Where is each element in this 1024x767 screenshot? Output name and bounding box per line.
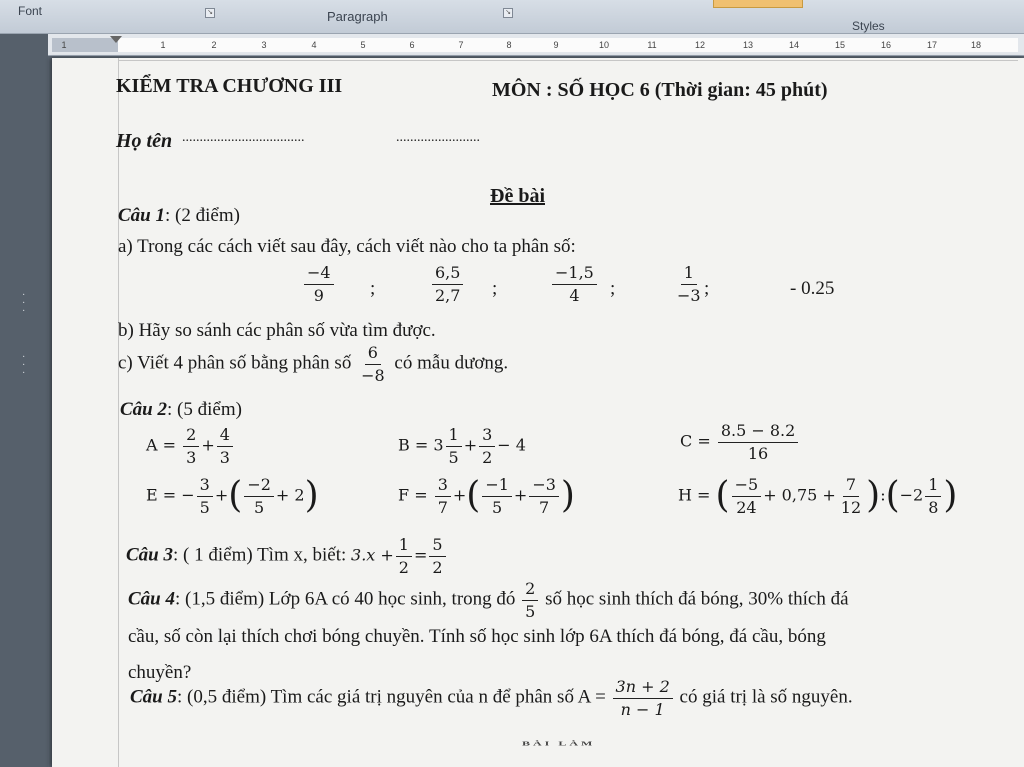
- ruler-tick: 17: [926, 40, 938, 50]
- name-dots: ...................................: [182, 130, 305, 145]
- q1-fraction-4: $\frac{1}{-3}$: [677, 263, 701, 305]
- ruler-tick: 15: [834, 40, 846, 50]
- ruler-tick: 5: [360, 40, 366, 50]
- ribbon: [0, 0, 1024, 34]
- ruler-tick: 10: [598, 40, 610, 50]
- q2-expression-c: C = $\frac{8.5 - 8.2}{16}$: [680, 422, 800, 462]
- ruler-tick: 7: [458, 40, 464, 50]
- indent-marker-icon[interactable]: [110, 36, 122, 43]
- style-swatch[interactable]: [713, 0, 803, 8]
- q3-line: Câu 3: ( 1 điểm) Tìm x, biết: 3.x + $\frac{1}{2}$ = $\frac{5}{2}$: [126, 536, 448, 576]
- ruler-tick: 9: [553, 40, 559, 50]
- q1-decimal: - 0.25: [790, 278, 835, 299]
- ruler-tick: 16: [880, 40, 892, 50]
- page-title: Đề bài: [490, 185, 545, 207]
- q4-line-3: chuyền?: [128, 662, 192, 683]
- ruler-tick: 1: [160, 40, 166, 50]
- q2-expression-h: H = ( $\frac{-5}{24}$ + 0,75 + $\frac{7}{12}$ ):(−2 $\frac{1}{8}$ ): [678, 475, 958, 517]
- ruler-tick: 4: [311, 40, 317, 50]
- ruler-tick: 2: [211, 40, 217, 50]
- paragraph-group-label: Paragraph: [327, 9, 388, 24]
- q1-separator: ;: [370, 278, 376, 299]
- q1-part-c: c) Viết 4 phân số bằng phân số $\frac{6}{-8}$ có mẫu dương.: [118, 343, 509, 385]
- q4-line-2: cầu, số còn lại thích chơi bóng chuyền. Tính số học sinh lớp 6A thích đá bóng, đá cầu, bóng: [128, 626, 826, 647]
- q1-fraction-1: $\frac{-4}{9}$: [302, 264, 336, 304]
- name-label: Họ tên: [116, 130, 173, 152]
- q1-part-a: a) Trong các cách viết sau đây, cách viết nào cho ta phân số:: [118, 236, 576, 257]
- q2-expression-a: A = $\frac{2}{3}$ + $\frac{4}{3}$: [146, 426, 235, 466]
- ruler-tick: 11: [647, 40, 657, 50]
- document-page[interactable]: [52, 58, 1024, 767]
- q1-fraction-2: $\frac{6,5}{2,7}$: [430, 264, 465, 304]
- q1-separator: ;: [610, 278, 616, 299]
- answer-section-heading: BÀI LÀM: [522, 739, 596, 747]
- q2-expression-b: B = 3 $\frac{1}{5}$ + $\frac{3}{2}$ − 4: [398, 425, 526, 467]
- q1-heading: Câu 1: (2 điểm): [118, 205, 240, 226]
- q1-fraction-3: $\frac{-1,5}{4}$: [550, 264, 599, 304]
- ruler-tick: 14: [788, 40, 800, 50]
- q2-expression-f: F = $\frac{3}{7}$ +( $\frac{-1}{5}$ + $\frac{-3}{7}$ ): [398, 475, 575, 517]
- q1-part-b: b) Hãy so sánh các phân số vừa tìm được.: [118, 320, 436, 341]
- left-gutter: · · · · · ·: [0, 34, 48, 767]
- ruler-tick: 18: [970, 40, 982, 50]
- q4-line-1: Câu 4: (1,5 điểm) Lớp 6A có 40 học sinh, trong đó $\frac{2}{5}$ số học sinh thích đá bóng, 30% thích đá: [128, 579, 849, 621]
- ruler-tick: 13: [742, 40, 754, 50]
- horizontal-ruler[interactable]: [48, 34, 1024, 56]
- paragraph-dialog-launcher-icon[interactable]: ↘: [503, 8, 513, 18]
- name-dots-second: ........................: [396, 130, 480, 145]
- styles-group-label: Styles: [852, 19, 885, 33]
- font-dialog-launcher-icon[interactable]: ↘: [205, 8, 215, 18]
- ruler-tick: 8: [506, 40, 512, 50]
- q5-line: Câu 5: (0,5 điểm) Tìm các giá trị nguyên của n để phân số A = $\frac{3n + 2}{n - 1}$ có giá trị là số nguyên.: [130, 677, 853, 719]
- ruler-tick: 1: [61, 40, 67, 50]
- ruler-tick: 3: [261, 40, 267, 50]
- ruler-tick: 6: [409, 40, 415, 50]
- q1-separator: ;: [492, 278, 498, 299]
- font-group-label: Font: [18, 4, 43, 18]
- header-right: MÔN : SỐ HỌC 6 (Thời gian: 45 phút): [492, 79, 828, 101]
- q1-separator: ;: [704, 278, 710, 299]
- ruler-tick: 12: [694, 40, 706, 50]
- header-left: KIỂM TRA CHƯƠNG III: [116, 75, 343, 97]
- q2-expression-e: E = − $\frac{3}{5}$ +( $\frac{-2}{5}$ + 2): [146, 475, 319, 517]
- q2-heading: Câu 2: (5 điểm): [120, 399, 242, 420]
